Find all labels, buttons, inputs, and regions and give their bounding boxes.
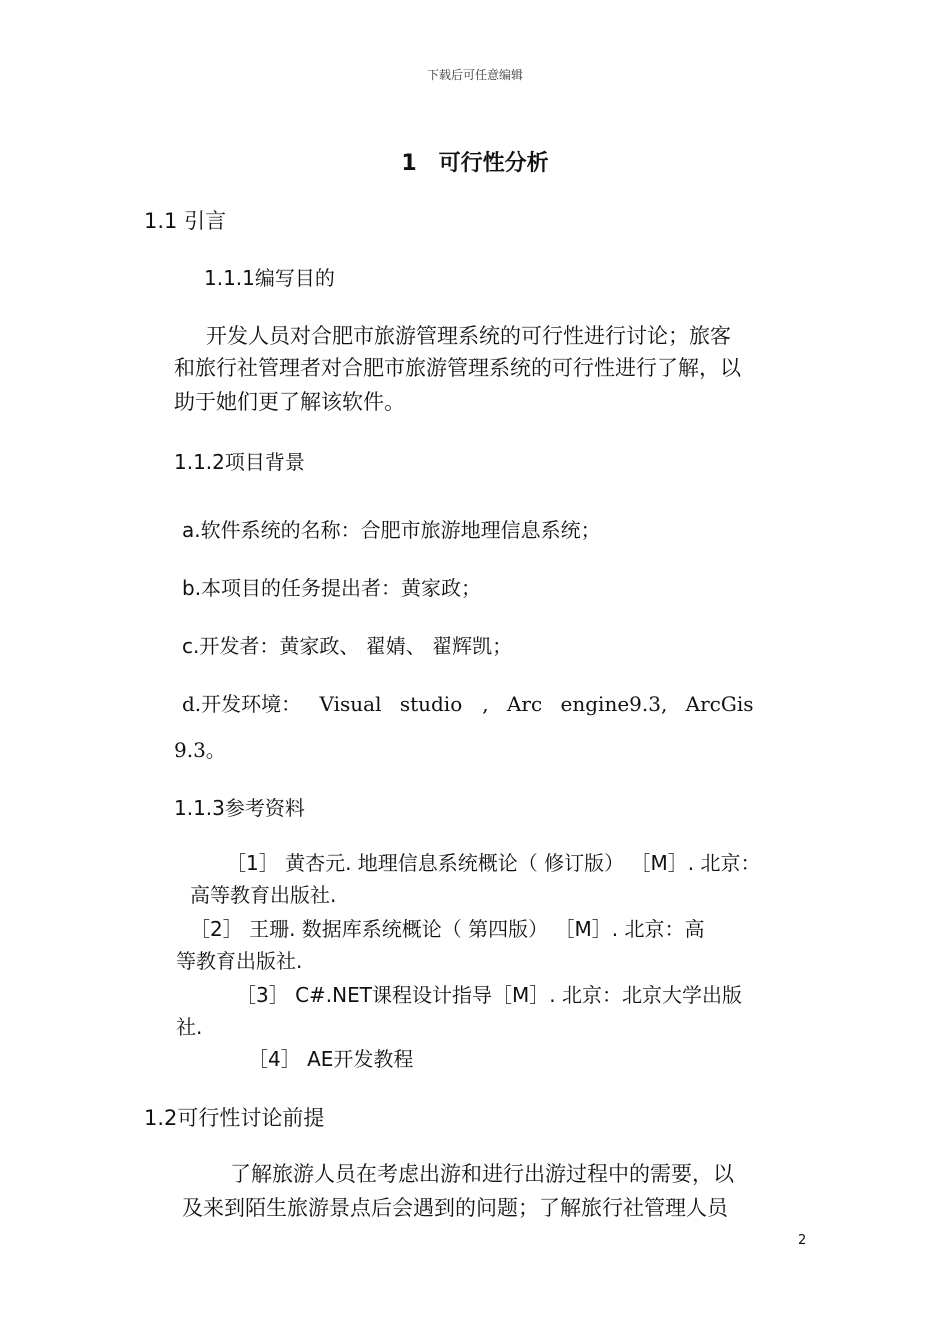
reference-1-line-1: ［1］ 黄杏元. 地理信息系统概论（ 修订版） ［M］. 北京：	[226, 851, 761, 875]
section-heading-1-1-1: 1.1.1编写目的	[204, 266, 335, 290]
section-heading-1-1: 1.1 引言	[144, 209, 227, 233]
list-item-a: a.软件系统的名称：合肥市旅游地理信息系统；	[182, 518, 601, 542]
list-item-d-line-2: 9.3。	[174, 738, 226, 762]
reference-3-line-1: ［3］ C#.NET课程设计指导［M］. 北京：北京大学出版	[236, 983, 742, 1007]
premise-paragraph-line-1: 了解旅游人员在考虑出游和进行出游过程中的需要，以	[230, 1162, 734, 1186]
reference-1-line-2: 高等教育出版社.	[190, 883, 337, 907]
reference-3-line-2: 社.	[176, 1015, 203, 1039]
reference-4: ［4］ AE开发教程	[248, 1047, 414, 1071]
list-item-d-line-1: d.开发环境： Visual studio , Arc engine9.3, ArcGis	[182, 692, 754, 716]
premise-paragraph-line-2: 及来到陌生旅游景点后会遇到的问题；了解旅行社管理人员	[182, 1196, 728, 1220]
section-heading-1-1-2: 1.1.2项目背景	[174, 450, 305, 474]
reference-2-line-1: ［2］ 王珊. 数据库系统概论（ 第四版） ［M］. 北京：高	[190, 917, 705, 941]
purpose-paragraph-line-2: 和旅行社管理者对合肥市旅游管理系统的可行性进行了解，以	[174, 356, 741, 380]
page-number: 2	[798, 1233, 807, 1248]
chapter-title: 1 可行性分析	[401, 151, 549, 176]
reference-2-line-2: 等教育出版社.	[176, 949, 303, 973]
list-item-b: b.本项目的任务提出者：黄家政；	[182, 576, 482, 600]
purpose-paragraph-line-3: 助于她们更了解该软件。	[174, 390, 405, 414]
list-item-c: c.开发者：黄家政、 翟婧、 翟辉凯；	[182, 634, 513, 658]
page-header: 下载后可任意编辑	[426, 68, 523, 82]
section-heading-1-2: 1.2可行性讨论前提	[144, 1106, 325, 1130]
section-heading-1-1-3: 1.1.3参考资料	[174, 796, 305, 820]
purpose-paragraph-line-1: 开发人员对合肥市旅游管理系统的可行性进行讨论；旅客	[206, 324, 731, 348]
